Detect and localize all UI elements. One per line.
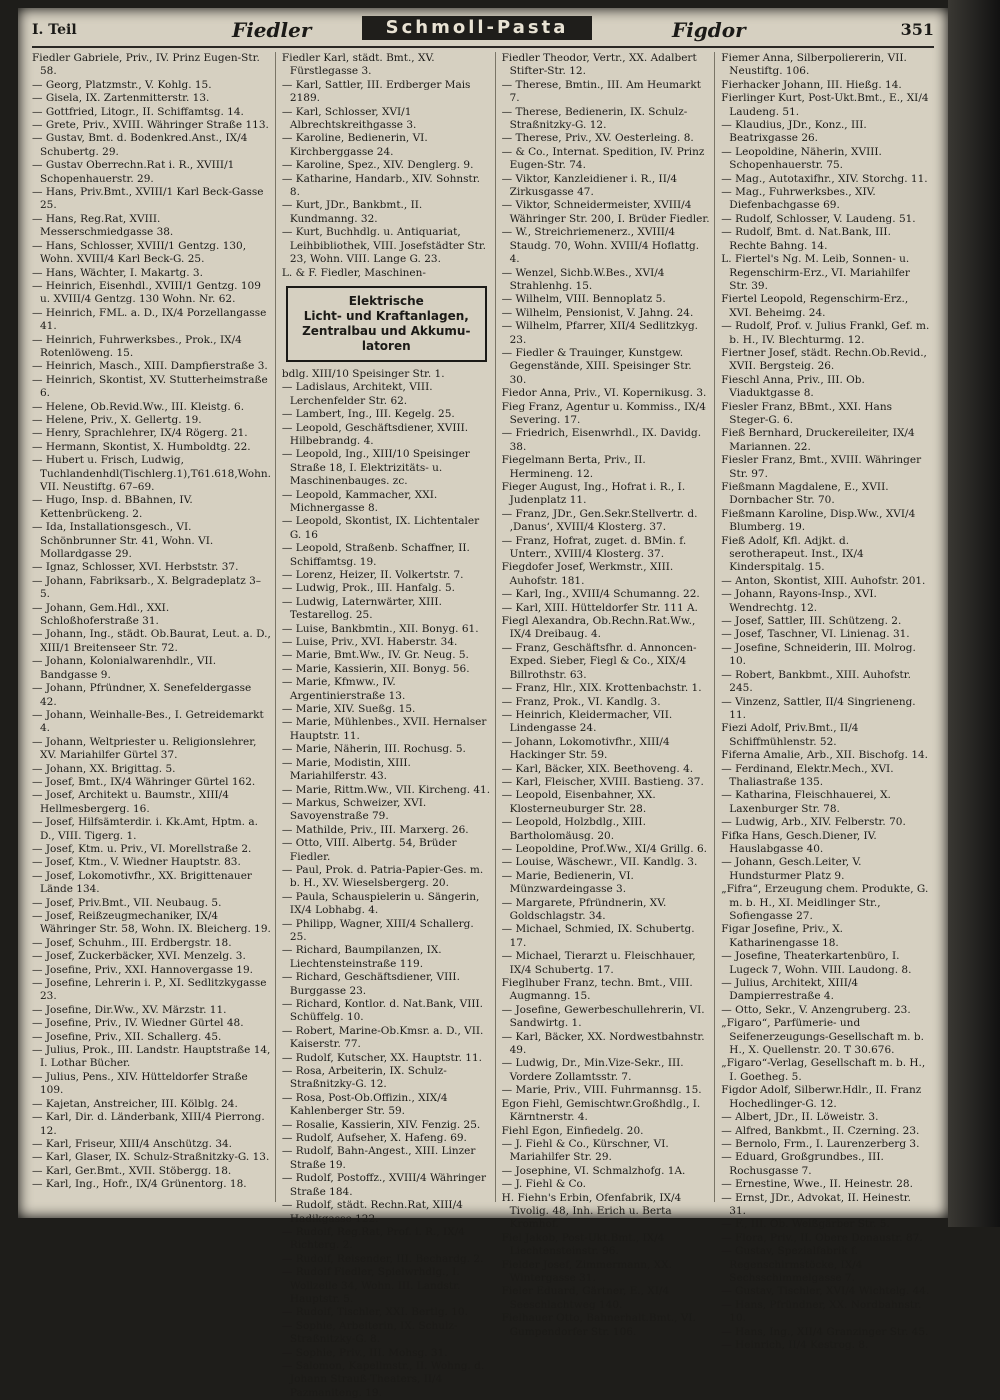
- directory-entry: — Rudolf, Kutscher, XX. Hauptstr. 11.: [281, 1051, 482, 1064]
- directory-entry: — Heinrich, II/4 Kestrog. 8.: [721, 1339, 869, 1351]
- directory-entry: — Henry, Sprachlehrer, IX/4 Rögerg. 21.: [32, 427, 248, 440]
- directory-entry: Figar Josefine, Priv., X. Katharinengasse 18.: [721, 923, 844, 949]
- directory-entry: — Michael, Schmied, IX. Schubertg. 17.: [501, 923, 695, 949]
- directory-entry: — Therese, Bmtin., III. Am Heumarkt 7.: [501, 78, 701, 105]
- directory-entry: — Josefine, Schneiderin, III. Molrog. 10.: [721, 641, 916, 668]
- advertisement-line: Zentralbau und Akkumu-: [302, 323, 471, 338]
- directory-entry: — Katharine, Handarb., XIV. Sohnstr. 8.: [281, 172, 480, 199]
- directory-entry: L. Fiertel's Ng. M. Leib, Sonnen- u. Regenschirm-Erz., VI. Mariahilfer Str. 39.: [721, 253, 910, 292]
- directory-entry: — Anton, Skontist, XIII. Auhofstr. 201.: [721, 574, 926, 587]
- directory-entry: — Marie, Bedienerin, VI. Münzwardeingasse 3.: [501, 869, 634, 896]
- directory-entry: — Luise, Priv., XVI. Haberstr. 34.: [281, 636, 458, 649]
- column-1: [32, 52, 276, 1202]
- directory-entry: Fielhauer Otto, Bahnerhalt.Bmt., VI. Gumpendorfer Str. 106.: [501, 1312, 696, 1338]
- directory-entry: — Rosalie, Kassierin, XIV. Fenzig. 25.: [281, 1118, 481, 1131]
- directory-entry: — Leopoldine, Näherin, XVIII. Schopenhauerstr. 75.: [721, 145, 882, 172]
- directory-entry: — Johann, Gesch.Leiter, V. Hundsturmer Platz 9.: [721, 856, 862, 882]
- directory-entry: — Marie, Modistin, XIII. Mariahilferstr. 43.: [281, 756, 411, 783]
- directory-entry: — Leopold, Eisenbahner, XX. Klosterneuburger Str. 28.: [501, 789, 656, 815]
- directory-entry: — Sophie, Arbeiterin, IX. Schulz-Straßnitzky-G. 8.: [281, 1319, 458, 1346]
- directory-entry: Fiedor Anna, Priv., VI. Kopernikusg. 3.: [501, 387, 707, 400]
- directory-entry: — Johann, Pfründner, X. Senefeldergasse 42.: [32, 682, 252, 708]
- directory-entry: H. Fiehn's Erbin, Ofenfabrik, IX/4 Tivolig. 48, Inh. Erich u. Berta Kromhof.: [501, 1191, 682, 1231]
- directory-entry: — Rudolf, Reisender, III. Bechardg. 2.: [281, 1252, 484, 1265]
- directory-entry: — Gisela, IX. Zartenmitterstr. 13.: [32, 92, 210, 105]
- directory-entry: — Franz, Hofrat, zuget. d. BMin. f. Unterr., XVIII/4 Klosterg. 37.: [501, 534, 687, 561]
- directory-entry: — Josef, Zuckerbäcker, XVI. Menzelg. 3.: [32, 950, 246, 963]
- directory-entry: — Rudolf Fiedler, Spielwrhdlg., I. Wollzeile 34, Wohn. III. Landstr. Hauptstr. 5.: [281, 1266, 461, 1305]
- directory-entry: — Ludwig, Laternwärter, XIII. Testarellog. 25.: [281, 595, 442, 622]
- first-entry-keyword: Fiedler: [232, 18, 312, 42]
- directory-entry: — Hermann, Skontist, X. Humboldtg. 22.: [32, 440, 251, 453]
- directory-entry: — Josephine, VI. Schmalzhofg. 1A.: [501, 1164, 686, 1177]
- last-entry-keyword: Figdor: [672, 18, 746, 42]
- directory-entry: — Franz, Prok., VI. Kandlg. 3.: [501, 695, 661, 708]
- directory-entry: — Markus, Schweizer, XVI. Savoyenstraße 79.: [281, 796, 427, 823]
- directory-entry: — Karl, Ing., XVIII/4 Schumanng. 22.: [501, 588, 700, 601]
- directory-entry: — Robert, Marine-Ob.Kmsr. a. D., VII. Kaiserstr. 77.: [281, 1024, 484, 1051]
- directory-entry: — Robert, Bankbmt., XIII. Auhofstr. 245.: [721, 668, 911, 695]
- directory-entry: — Marie, Rittm.Ww., VII. Kircheng. 41.: [281, 783, 491, 796]
- directory-entry: — Lambert, Ing., III. Kegelg. 25.: [281, 408, 455, 421]
- directory-entry: — Mathilde, Priv., III. Marxerg. 26.: [281, 823, 469, 836]
- directory-entry: — Marie, Priv., VIII. Fuhrmannsg. 15.: [501, 1084, 702, 1097]
- directory-entry: — Leopold, Ing., XIII/10 Speisinger Straße 18, I. Elektrizitäts- u. Maschinenbauges. zc.: [281, 448, 470, 488]
- directory-entry: — Josef, Sattler, III. Schützeng. 2.: [721, 615, 902, 628]
- directory-entry: — Josefine, Gewerbeschullehrerin, VI. Sandwirtg. 1.: [501, 1003, 705, 1030]
- directory-entry: — Marie, Kassierin, XII. Bonyg. 56.: [281, 662, 470, 675]
- directory-entry: — Heinrich, Eisenhdl., XVIII/1 Gentzg. 109 u. XVIII/4 Gentzg. 130 Wohn. Nr. 62.: [32, 279, 261, 306]
- directory-entry: — Richard, Geschäftsdiener, VIII. Burggasse 23.: [281, 971, 460, 997]
- directory-entry: — Johann, XX. Brigittag. 5.: [32, 762, 176, 775]
- directory-entry: — Hans, Wächter, I. Makartg. 3.: [32, 266, 203, 279]
- directory-entry: — Josefine, Priv., IV. Wiedner Gürtel 48.: [32, 1017, 244, 1030]
- directory-entry: — Josefine, Dir.Ww., XV. Märzstr. 11.: [32, 1003, 227, 1016]
- directory-entry: Fiehl Egon, Einfiedelg. 20.: [501, 1124, 644, 1137]
- directory-entry: „Figaro“-Verlag, Gesellschaft m. b. H., I. Goetheg. 5.: [721, 1057, 926, 1083]
- directory-entry: — Heinrich, Kleidermacher, VII. Lindengasse 24.: [501, 708, 673, 735]
- directory-entry: Figdor Adolf, Silberwr.Hdlr., II. Franz Hochedlinger-G. 12.: [721, 1084, 922, 1110]
- directory-entry: Fiesler Franz, BBmt., XXI. Hans Steger-G. 6.: [721, 400, 892, 426]
- directory-entry: Fiferna Amalie, Arb., XII. Bischofg. 14.: [721, 749, 929, 762]
- directory-entry: — Heinrich, Skontist, XV. Stutterheimstraße 6.: [32, 373, 268, 400]
- column-2: [281, 52, 496, 1399]
- directory-entry: — Marie, Kfmww., IV. Argentinierstraße 13.: [281, 676, 406, 702]
- directory-entry: — Josef, Architekt u. Baumstr., XIII/4 Hellmesbergerg. 16.: [32, 789, 229, 815]
- directory-entry: — Luise, Bankbmtin., XII. Bonyg. 61.: [281, 622, 479, 635]
- directory-entry: Fieg Franz, Agentur u. Kommiss., IX/4 Severing. 17.: [501, 400, 706, 426]
- directory-entry: — Rosa, Post-Ob.Offizin., XIX/4 Kahlenberger Str. 59.: [281, 1091, 448, 1118]
- directory-entry: — Ladislaus, Architekt, VIII. Lerchenfelder Str. 62.: [281, 381, 433, 407]
- directory-entry: — Marie, Näherin, III. Rochusg. 5.: [281, 743, 466, 756]
- directory-entry: — Leopold, Skontist, IX. Lichtentaler G. 16: [281, 515, 480, 541]
- directory-entry: — Mag., Fuhrwerksbes., XIV. Diefenbachgasse 69.: [721, 186, 876, 212]
- directory-entry: — Johann, Fabriksarb., X. Belgradeplatz 3–5.: [32, 574, 262, 601]
- directory-entry: — Vinzenz, Sattler, II/4 Singrieneng. 11.: [721, 695, 916, 721]
- directory-entry: — Rosa, Arbeiterin, IX. Schulz-Straßnitzky-G. 12.: [281, 1065, 447, 1091]
- directory-entry: — Bernolo, Frm., I. Laurenzerberg 3.: [721, 1137, 920, 1150]
- page-number: 351: [900, 20, 934, 39]
- directory-entry: — Ludwig, Arb., XIV. Felberstr. 70.: [721, 816, 906, 829]
- directory-entry: — Karl, Dir. d. Länderbank, XIII/4 Pierrong. 12.: [32, 1111, 265, 1137]
- directory-entry: — Michael, Tierarzt u. Fleischhauer, IX/4 Schubertg. 17.: [501, 950, 696, 976]
- directory-entry: — Heinrich, Fuhrwerksbes., Prok., IX/4 Rotenlöweng. 15.: [32, 333, 242, 359]
- directory-entry: — Mag., Autotaxifhr., XIV. Storchg. 11.: [721, 172, 928, 185]
- directory-entry: — Hans, Schlosser, XVIII/1 Gentzg. 130, Wohn. XVIII/4 Karl Beck-G. 25.: [32, 239, 247, 266]
- directory-entry: — Josef, Ktm., V. Wiedner Hauptstr. 83.: [32, 856, 241, 869]
- directory-entry: bdlg. XIII/10 Speisinger Str. 1.: [281, 367, 445, 380]
- directory-entry: — Kurt, JDr., Bankbmt., II. Kundmanng. 32.: [281, 199, 423, 225]
- directory-entry: — Lorenz, Heizer, II. Volkertstr. 7.: [281, 569, 464, 581]
- directory-entry: — Marie, Bmt.Ww., IV. Gr. Neug. 5.: [281, 649, 469, 662]
- directory-entry: Fieger August, Ing., Hofrat i. R., I. Judenplatz 11.: [501, 481, 686, 507]
- volume-part-label: I. Teil: [32, 22, 77, 38]
- directory-entry: — Josef, Hilfsämterdir. i. Kk.Amt, Hptm. a. D., VIII. Tigerg. 1.: [32, 816, 258, 842]
- directory-entry: — Josef, Taschner, VI. Linienag. 31.: [721, 628, 910, 641]
- advertisement-line: latoren: [361, 338, 411, 353]
- scan-edge-shadow: [948, 0, 1000, 1227]
- directory-entry: — Albert, JDr., II. Löweistr. 3.: [721, 1111, 879, 1124]
- directory-entry: Fiegl Alexandra, Ob.Rechn.Rat.Ww., IX/4 Dreibaug. 4.: [501, 615, 696, 641]
- directory-entry: — Karl, Ing., Hofr., IX/4 Grünentorg. 18.: [32, 1178, 247, 1191]
- directory-entry: „Figaro“, Parfümerie- und Seifenerzeugungs-Gesellschaft m. b. H., X. Quellenstr. 20. T 30.676.: [721, 1017, 924, 1057]
- directory-entry: — Heinrich, FML. a. D., IX/4 Porzellangasse 41.: [32, 306, 267, 333]
- directory-entry: Fiedler Karl, städt. Bmt., XV. Fürstlegasse 3.: [281, 52, 435, 78]
- directory-entry: — Johann, Gem.Hdl., XXI. Schloßhoferstraße 31.: [32, 601, 170, 628]
- directory-entry: — Wilhelm, Pensionist, V. Jahng. 24.: [501, 306, 694, 319]
- advertisement-line: Licht- und Kraftanlagen,: [303, 308, 469, 323]
- directory-entry: — Marie, Mühlenbes., XVII. Hernalser Hauptstr. 11.: [281, 716, 487, 742]
- directory-entry: — Ludwig, Dr., Min.Vize-Sekr., III. Vordere Zollamtsstr. 7.: [501, 1057, 684, 1083]
- directory-entry: — Richard, Baumpilanzen, IX. Liechtensteinstraße 119.: [281, 944, 442, 970]
- directory-entry: — Josef, Ktm. u. Priv., VI. Morellstraße 2.: [32, 842, 252, 855]
- advertisement-banner: Schmoll-Pasta: [362, 16, 592, 40]
- directory-entry: Fiezi Adolf, Priv.Bmt., II/4 Schiffmühlenstr. 52.: [721, 722, 859, 748]
- directory-entry: — Rudolf, Schlosser, V. Laudeng. 51.: [721, 212, 916, 225]
- directory-entry: — F., III. Ob. Weißgärber Str. 5.: [721, 1218, 890, 1231]
- directory-entry: — Paul, Prok. d. Patria-Papier-Ges. m. b. H., XV. Wieselsbergerg. 20.: [281, 863, 484, 890]
- directory-entry: — Hans, Reg.Rat, XVIII. Messerschmiedgasse 38.: [32, 212, 174, 239]
- directory-entry: — Eduard, Großgrundbes., III. Rochusgasse 7.: [721, 1151, 884, 1177]
- directory-entry: — Josef, Priv.Bmt., VII. Neubaug. 5.: [32, 896, 222, 909]
- directory-entry: Fiedler Gabriele, Priv., IV. Prinz Eugen-Str. 58.: [32, 52, 260, 78]
- directory-entry: Fießmann Magdalene, E., XVII. Dornbacher Str. 70.: [721, 481, 889, 507]
- column-4: [721, 52, 934, 1351]
- directory-entry: Fiegdofer Josef, Werkmstr., XIII. Auhofstr. 181.: [501, 561, 674, 587]
- directory-page: [18, 8, 948, 1399]
- directory-entry: — Wilhelm, Pfarrer, XII/4 Sedlitzkyg. 23.: [501, 320, 699, 346]
- directory-entry: — Josefine, Theaterkartenbüro, I. Lugeck 7, Wohn. VIII. Laudong. 8.: [721, 950, 912, 976]
- directory-entry: — J. Fiehl & Co., Kürschner, VI. Mariahilfer Str. 29.: [501, 1137, 669, 1164]
- directory-entry: — Franz, JDr., Gen.Sekr.Stellvertr. d. ‚Danus‘, XVIII/4 Klosterg. 37.: [501, 507, 698, 534]
- directory-entry: — Hans, Ing., XII/4 Granzinger Str. 45.: [721, 1325, 929, 1338]
- directory-entry: — Sophie, Priv., III. Mohsg. 31.: [281, 1346, 448, 1359]
- directory-entry: Fieschl Anna, Priv., III. Ob. Viaduktgasse 8.: [721, 373, 865, 400]
- directory-entry: — Gustav, Tischler, XVI/4 Wichtelg. 44.: [721, 1285, 930, 1298]
- directory-entry: — Hans, Priv.Bmt., XVIII/1 Karl Beck-Gasse 25.: [32, 186, 264, 212]
- directory-entry: — Paula, Schauspielerin u. Sängerin, IX/4 Lobhabg. 4.: [281, 890, 480, 917]
- directory-entry: — & Co., Internat. Spedition, IV. Prinz Eugen-Str. 74.: [501, 145, 705, 172]
- directory-entry: — Johann, Kolonialwarenhdlr., VII. Bandgasse 9.: [32, 655, 217, 681]
- directory-entry: Fierhacker Johann, III. Hießg. 14.: [721, 78, 902, 91]
- directory-entry: — Fiedler & Trauinger, Kunstgew. Gegenstände, XIII. Speisinger Str. 30.: [501, 346, 692, 386]
- directory-entry: — Hubert u. Frisch, Ludwig, Tuchlandenhdl(Tischlerg.1),T61.618,Wohn. VII. Neustiftg. 67–69.: [32, 454, 271, 493]
- directory-entry: — Karl, Ger.Bmt., XVII. Stöbergg. 18.: [32, 1164, 232, 1177]
- directory-entry: — Katharina, Fleischhauerei, X. Laxenburger Str. 78.: [721, 789, 891, 815]
- directory-entry: — Wenzel, Sichb.W.Bes., XVI/4 Strahlenhg. 15.: [501, 266, 665, 292]
- directory-entry: — Leopold, Kammacher, XXI. Michnergasse 8.: [281, 488, 438, 514]
- directory-entry: — Josefine, Priv., XXI. Hannovergasse 19.: [32, 963, 253, 976]
- directory-entry: — Johann, Rayons-Insp., XVI. Wendrechtg. 12.: [721, 588, 877, 614]
- directory-entry: — Philipp, Wagner, XIII/4 Schallerg. 25.: [281, 917, 474, 943]
- directory-entry: — Leopold, Geschäftsdiener, XVIII. Hilbebrandg. 4.: [281, 421, 469, 447]
- directory-entry: — Julius, Prok., III. Landstr. Hauptstraße 14, I. Lothar Bücher.: [32, 1044, 271, 1070]
- directory-entry: Fiertel Leopold, Regenschirm-Erz., XVI. Beheimg. 24.: [721, 293, 909, 319]
- directory-entry: Fiedler Theodor, Vertr., XX. Adalbert Stifter-Str. 12.: [501, 52, 697, 78]
- directory-entry: — Julius, Pens., XIV. Hütteldorfer Straße 109.: [32, 1070, 248, 1097]
- directory-entry: — Wilhelm, VIII. Bennoplatz 5.: [501, 293, 666, 306]
- directory-entry: — Rudolf, Postoffz., XVIII/4 Währinger Straße 184.: [281, 1172, 486, 1198]
- directory-entry: — Ernestine, Wwe., II. Heinestr. 28.: [721, 1178, 913, 1191]
- directory-entry: — Kurt, Buchhdlg. u. Antiquariat, Leihbibliothek, VIII. Josefstädter Str. 23, Wohn. VIII. Lange G. 23.: [281, 226, 487, 266]
- advertisement-line: Elektrische: [348, 293, 424, 308]
- directory-entry: — Otto, VIII. Albertg. 54, Brüder Fiedler.: [281, 837, 457, 863]
- directory-entry: — Marie, XIV. Sueßg. 15.: [281, 703, 416, 716]
- directory-entry: — Flora, Priv., II. Obere Donaustr. 87.: [721, 1231, 923, 1244]
- directory-entry: — Rudolf, Bahn-Angest., XIII. Linzer Straße 19.: [281, 1145, 476, 1171]
- directory-entry: Fiemer Anna, Silberpoliererin, VII. Neustiftg. 106.: [721, 52, 907, 78]
- directory-entry: Fifka Hans, Gesch.Diener, IV. Hauslabgasse 40.: [721, 829, 877, 855]
- directory-entry: — Franz, Geschäftsfhr. d. Annoncen-Exped. Sieber, Fiegl & Co., XIX/4 Billrothstr. 63.: [501, 641, 697, 681]
- directory-entry: — Gustav Oberrechn.Rat i. R., XVIII/1 Schopenhauerstr. 29.: [32, 159, 235, 185]
- directory-entry: — Ernst, JDr., Advokat, II. Heinestr. 31.: [721, 1191, 911, 1217]
- directory-entry: — Alfred, Bankbmt., II. Czerning. 23.: [721, 1124, 920, 1137]
- directory-entry: — Josef, Reißzeugmechaniker, IX/4 Währinger Str. 58, Wohn. IX. Bleicherg. 19.: [32, 910, 271, 936]
- directory-entry: — Grete, Priv., XVIII. Währinger Straße 113.: [32, 119, 269, 132]
- advertisement-box: [286, 286, 487, 362]
- directory-entry: — Karl, Friseur, XIII/4 Anschützg. 34.: [32, 1137, 233, 1150]
- directory-entry: — Rudolf, städt. Rechn.Rat, XIII/4 Hadikgasse 122.: [281, 1199, 463, 1225]
- directory-entry: — Klaudius, JDr., Konz., III. Beatrixgasse 26.: [721, 119, 867, 145]
- directory-entry: — Rudolf, Aufseher, X. Hafeng. 69.: [281, 1132, 467, 1145]
- directory-entry: Fierlinger Kurt, Post-Ukt.Bmt., E., XI/4 Laudeng. 51.: [721, 92, 929, 118]
- directory-entry: — Ida, Installationsgesch., VI. Schönbrunner Str. 41, Wohn. VI. Mollardgasse 29.: [32, 521, 214, 561]
- directory-entry: — Josefine, Lehrerin i. P., XI. Sedlitzkygasse 23.: [32, 977, 267, 1003]
- directory-entry: — Karl, Sattler, III. Erdberger Mais 2189.: [281, 78, 471, 105]
- directory-entry: — Rudolf, Tischler, XXI. Bertlg. 10.: [281, 1306, 468, 1319]
- directory-entry: — Johann, Ing., städt. Ob.Baurat, Leut. a. D., XIII/1 Breitenseer Str. 72.: [32, 628, 271, 654]
- directory-entry: — Leopoldine, Prof.Ww., XI/4 Grillg. 6.: [501, 842, 707, 855]
- directory-entry: — J. Fiehl & Co.: [501, 1178, 587, 1191]
- directory-entry: — Friedrich, Eisenwrhdl., IX. Davidg. 38.: [501, 427, 702, 453]
- directory-entry: — Louise, Wäschewr., VII. Kandlg. 3.: [501, 856, 698, 869]
- directory-columns: [32, 52, 934, 1399]
- directory-entry: — Georg, Platzmstr., V. Kohlg. 15.: [32, 78, 212, 91]
- directory-entry: L. & F. Fiedler, Maschinen-: [281, 266, 426, 279]
- directory-entry: Fielder Josef, Zimmermann, XX. Wintergasse 31.: [501, 1258, 672, 1284]
- directory-entry: Fieß Adolf, Kfl. Adjkt. d. serotherapeut. Inst., IX/4 Kinderspitalg. 15.: [721, 534, 864, 574]
- directory-entry: — Hugo, Insp. d. BBahnen, IV. Kettenbrückeng. 2.: [32, 494, 193, 520]
- column-3: [501, 52, 716, 1338]
- directory-entry: — Karl, Bäcker, XIX. Beethoveng. 4.: [501, 762, 694, 775]
- directory-entry: — Franz, Hlr., XIX. Krottenbachstr. 1.: [501, 682, 702, 695]
- directory-entry: — Viktor, Kanzleidiener i. R., II/4 Zirkusgasse 47.: [501, 172, 678, 199]
- directory-entry: Egon Fiehl, Gemischtwr.Großhdlg., I. Kärntnerstr. 4.: [501, 1097, 701, 1124]
- directory-entry: — Karl, Glaser, IX. Schulz-Straßnitzky-G. 13.: [32, 1151, 270, 1164]
- directory-entry: — Leopold, Straßenb. Schaffner, II. Schiffamtsg. 19.: [281, 542, 470, 568]
- directory-entry: — Josefine, Priv., XII. Schallerg. 45.: [32, 1030, 222, 1043]
- directory-entry: — Karoline, Spez., XIV. Denglerg. 9.: [281, 159, 474, 172]
- directory-entry: — Hans, Pfründner, XX. Nordbahnstr. 10.: [721, 1298, 922, 1325]
- directory-entry: — Karl, Bäcker, XX. Nordwestbahnstr. 49.: [501, 1030, 705, 1057]
- directory-entry: — Kajetan, Anstreicher, III. Kölblg. 24.: [32, 1097, 238, 1110]
- directory-entry: — Ludwig, Prok., III. Hanfalg. 5.: [281, 582, 455, 595]
- directory-entry: — Johann, Lokomotivfhr., XIII/4 Hackinger Str. 59.: [501, 735, 670, 762]
- directory-entry: — Karl, Fleischer, XVIII. Bastieng. 37.: [501, 775, 704, 788]
- directory-entry: Fiesler Franz, Bmt., XVIII. Währinger Str. 97.: [721, 454, 922, 480]
- directory-entry: — Julius, Architekt, XIII/4 Dampierrestraße 4.: [721, 977, 859, 1003]
- directory-entry: Fieler Eduard, Gärtner, E., XI/4 Seeschlachtweg 140.: [501, 1285, 670, 1311]
- directory-entry: — W., Streichriemenerz., XVIII/4 Staudg. 70, Wohn. XVIII/4 Hoflattg. 4.: [501, 226, 700, 266]
- directory-entry: — Heinrich, Masch., XIII. Dampfierstraße 3.: [32, 360, 268, 373]
- directory-entry: — Salomon, Kapellmstr., II. Wohng. d. Johann Strauß-Theaters, II/4 Pazmaniteng. 19.: [281, 1359, 485, 1399]
- directory-entry: — Karl, Schlosser, XVI/1 Albrechtskreithgasse 3.: [281, 105, 417, 132]
- page-header: [32, 16, 934, 48]
- directory-entry: — Viktor, Schneidermeister, XVIII/4 Währinger Str. 200, I. Brüder Fiedler.: [501, 199, 710, 225]
- directory-entry: Fieß Bernhard, Druckereileiter, IX/4 Mariannen. 22.: [721, 427, 915, 453]
- directory-entry: — Richard, Kontlor. d. Nat.Bank, VIII. Schüffelg. 10.: [281, 998, 483, 1024]
- directory-entry: — Margarete, Pfründnerin, XV. Goldschlagstr. 34.: [501, 896, 667, 922]
- directory-entry: Fieglhuber Franz, techn. Bmt., VIII. Augmanng. 15.: [501, 977, 693, 1003]
- directory-entry: Fiertner Josef, städt. Rechn.Ob.Revid., XVII. Bergsteig. 26.: [721, 346, 927, 373]
- directory-entry: — Johann, Weltpriester u. Religionslehrer, XV. Mariahilfer Gürtel 37.: [32, 735, 257, 762]
- directory-entry: — Helene, Priv., X. Gellertg. 19.: [32, 413, 202, 426]
- directory-entry: — Therese, Bedienerin, IX. Schulz-Straßnitzky-G. 12.: [501, 105, 688, 132]
- directory-entry: — Gustav, Bmt. d. Bodenkred.Anst., IX/4 Schubertg. 29.: [32, 132, 248, 158]
- directory-entry: — Therese, Priv., XV. Oesterleing. 8.: [501, 132, 694, 145]
- directory-entry: — Johann, Weinhalle-Bes., I. Getreidemarkt 4.: [32, 708, 264, 735]
- directory-entry: — Gottfried, Litogr., II. Schiffamtsg. 14.: [32, 105, 244, 118]
- directory-entry: Fießmann Karoline, Disp.Ww., XVI/4 Blumberg. 19.: [721, 507, 916, 534]
- directory-entry: — Leopold, Holzbdlg., XIII. Bartholomäusg. 20.: [501, 816, 646, 842]
- directory-entry: — Josef, Lokomotivfhr., XX. Brigittenauer Lände 134.: [32, 869, 252, 896]
- directory-entry: „Fifra“, Erzeugung chem. Produkte, G. m. b. H., XI. Meidlinger Str., Sofiengasse 27.: [721, 883, 929, 922]
- directory-entry: — Rudolf, Bmt. d. Nat.Bank, III. Rechte Bahng. 14.: [721, 226, 891, 252]
- directory-entry: — Gustav, Spezialfabrik f. Regenschirmstöcke, IX/4 Sechsschimmelgasse 7.: [721, 1245, 863, 1284]
- directory-entry: — Karl, XIII. Hütteldorfer Str. 111 A.: [501, 601, 698, 614]
- directory-entry: Fiel Jakob, Post-Ukt.Bmt., IX/4 Liechtensteinstr. 96.: [501, 1231, 665, 1258]
- directory-entry: — Rudolf, Prof. v. Julius Frankl, Gef. m. b. H., IV. Blechturmg. 12.: [721, 320, 930, 346]
- directory-entry: — Josef, Schuhm., III. Erdbergstr. 18.: [32, 936, 232, 949]
- directory-entry: — Otto, Sekr., V. Anzengruberg. 23.: [721, 1003, 911, 1016]
- directory-entry: — Josef, Bmt., IX/4 Währinger Gürtel 162.: [32, 775, 256, 788]
- directory-entry: Fiegelmann Berta, Priv., II. Hermineng. 12.: [501, 454, 646, 480]
- directory-entry: — Helene, Ob.Revid.Ww., III. Kleistg. 6.: [32, 400, 245, 413]
- directory-entry: — Ignaz, Schlosser, XVI. Herbststr. 37.: [32, 561, 239, 574]
- directory-entry: — Ferdinand, Elektr.Mech., XVI. Thaliastraße 135.: [721, 762, 894, 788]
- directory-entry: — Rudolf, Reg.Rat, Prof. i. R., IX/4 Richterg. 2.: [281, 1225, 465, 1252]
- directory-entry: — Karoline, Bedienerin, VI. Kirchberggasse 24.: [281, 132, 428, 158]
